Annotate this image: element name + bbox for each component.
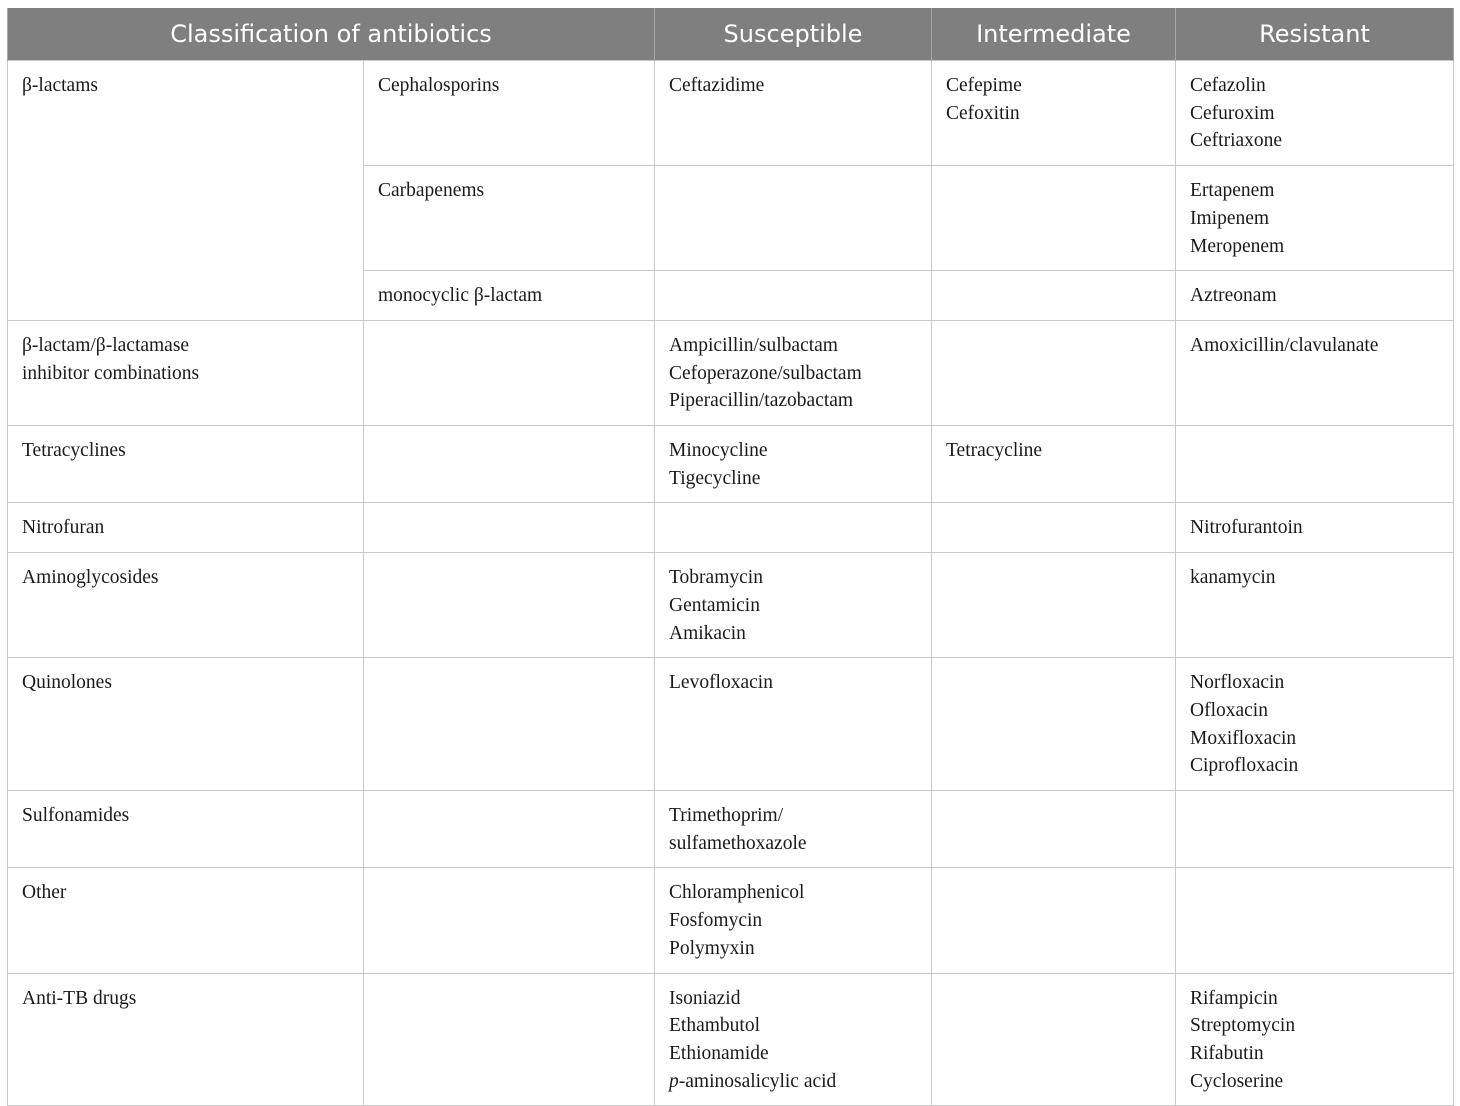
subclass-cell	[364, 320, 655, 425]
subclass-cell	[364, 553, 655, 658]
drug-name: Streptomycin	[1190, 1015, 1296, 1037]
intermediate-cell	[932, 791, 1176, 868]
drug-name-rest: -aminosalicylic acid	[678, 1070, 837, 1092]
class-cell	[8, 973, 364, 1106]
susceptible-cell	[655, 61, 932, 166]
drug-name: Cefoperazone/sulbactam	[669, 362, 862, 384]
subclass-cell	[364, 503, 655, 553]
drug-name: Tobramycin	[669, 567, 763, 589]
table-row	[8, 791, 1454, 868]
class-cell	[8, 553, 364, 658]
class-label: Nitrofuran	[22, 517, 105, 539]
class-cell	[8, 791, 364, 868]
intermediate-cell	[932, 320, 1176, 425]
subclass-cell	[364, 271, 655, 321]
drug-name: Ceftriaxone	[1190, 130, 1283, 152]
header-row	[8, 8, 1454, 61]
class-cell	[8, 61, 364, 321]
resistant-cell	[1176, 271, 1454, 321]
intermediate-cell	[932, 61, 1176, 166]
class-cell	[8, 658, 364, 791]
drug-name: Amoxicillin/clavulanate	[1190, 334, 1379, 356]
subclass-cell	[364, 61, 655, 166]
class-cell	[8, 426, 364, 503]
drug-name: sulfamethoxazole	[669, 832, 807, 854]
drug-name: Cefoxitin	[946, 102, 1020, 124]
resistant-cell	[1176, 320, 1454, 425]
drug-name: Ofloxacin	[1190, 699, 1268, 721]
resistant-cell	[1176, 503, 1454, 553]
table-row	[8, 658, 1454, 791]
susceptible-cell	[655, 320, 932, 425]
susceptible-cell	[655, 166, 932, 271]
drug-name: Tetracycline	[946, 440, 1043, 462]
class-label: Aminoglycosides	[22, 567, 159, 589]
drug-name	[669, 1068, 917, 1096]
table-row	[8, 973, 1454, 1106]
resistant-cell	[1176, 61, 1454, 166]
table-row	[8, 868, 1454, 973]
class-label: Tetracyclines	[22, 440, 126, 462]
drug-name: Tigecycline	[669, 467, 761, 489]
resistant-cell	[1176, 791, 1454, 868]
drug-name: Isoniazid	[669, 987, 741, 1009]
drug-name: Chloramphenicol	[669, 882, 805, 904]
drug-name: Gentamicin	[669, 594, 760, 616]
resistant-cell	[1176, 868, 1454, 973]
class-label: Other	[22, 882, 67, 904]
class-cell	[8, 503, 364, 553]
drug-name: Cefazolin	[1190, 75, 1266, 96]
drug-name: Rifabutin	[1190, 1042, 1264, 1064]
drug-name: Cycloserine	[1190, 1070, 1284, 1092]
resistant-cell	[1176, 973, 1454, 1106]
subclass-cell	[364, 791, 655, 868]
susceptible-cell	[655, 553, 932, 658]
intermediate-cell	[932, 271, 1176, 321]
susceptible-cell	[655, 973, 932, 1106]
table-row	[8, 61, 1454, 166]
resistant-cell	[1176, 426, 1454, 503]
subclass-label: Carbapenems	[378, 180, 485, 202]
intermediate-cell	[932, 973, 1176, 1106]
table-row	[8, 426, 1454, 503]
resistant-cell	[1176, 553, 1454, 658]
subclass-cell	[364, 868, 655, 973]
intermediate-cell	[932, 553, 1176, 658]
drug-name: Imipenem	[1190, 207, 1270, 229]
susceptible-cell	[655, 503, 932, 553]
italic-prefix: p	[669, 1070, 679, 1092]
class-label: Anti-TB drugs	[22, 987, 137, 1009]
class-label: Sulfonamides	[22, 805, 130, 827]
drug-name: Levofloxacin	[669, 672, 773, 694]
susceptible-cell	[655, 426, 932, 503]
drug-name: Ertapenem	[1190, 180, 1275, 202]
susceptible-cell	[655, 868, 932, 973]
drug-name: Minocycline	[669, 440, 768, 462]
drug-name: Ciprofloxacin	[1190, 755, 1299, 777]
intermediate-cell	[932, 503, 1176, 553]
class-label: Quinolones	[22, 672, 112, 694]
table-row	[8, 320, 1454, 425]
drug-name: Meropenem	[1190, 235, 1285, 257]
class-cell	[8, 320, 364, 425]
intermediate-cell	[932, 868, 1176, 973]
table-row	[8, 503, 1454, 553]
drug-name: Piperacillin/tazobactam	[669, 390, 854, 412]
intermediate-cell	[932, 166, 1176, 271]
class-label: β-lactams	[22, 75, 98, 96]
drug-name: Norfloxacin	[1190, 672, 1285, 694]
drug-name: Rifampicin	[1190, 987, 1278, 1009]
subclass-cell	[364, 426, 655, 503]
susceptible-cell	[655, 791, 932, 868]
drug-name: Ethionamide	[669, 1042, 769, 1064]
drug-name: Fosfomycin	[669, 910, 763, 932]
subclass-label: Cephalosporins	[378, 75, 500, 96]
drug-name: Polymyxin	[669, 937, 755, 959]
drug-name: Cefuroxim	[1190, 102, 1275, 124]
table-row	[8, 553, 1454, 658]
subclass-label: monocyclic β-lactam	[378, 285, 543, 307]
drug-name: Aztreonam	[1190, 285, 1277, 307]
drug-name: Cefepime	[946, 75, 1022, 96]
drug-name: Trimethoprim/	[669, 805, 784, 827]
drug-name: Amikacin	[669, 622, 746, 644]
subclass-cell	[364, 658, 655, 791]
subclass-cell	[364, 973, 655, 1106]
drug-name: kanamycin	[1190, 567, 1276, 589]
header-intermediate: Intermediate	[932, 8, 1176, 61]
header-susceptible: Susceptible	[655, 8, 932, 61]
class-cell	[8, 868, 364, 973]
class-label: β-lactam/β-lactamase	[22, 334, 190, 356]
antibiotic-susceptibility-table	[7, 8, 1454, 1106]
susceptible-cell	[655, 658, 932, 791]
intermediate-cell	[932, 426, 1176, 503]
resistant-cell	[1176, 658, 1454, 791]
header-classification: Classification of antibiotics	[8, 8, 655, 61]
class-label: inhibitor combinations	[22, 362, 200, 384]
drug-name: Nitrofurantoin	[1190, 517, 1303, 539]
intermediate-cell	[932, 658, 1176, 791]
susceptible-cell	[655, 271, 932, 321]
header-resistant: Resistant	[1176, 8, 1454, 61]
drug-name: Ethambutol	[669, 1015, 760, 1037]
subclass-cell	[364, 166, 655, 271]
resistant-cell	[1176, 166, 1454, 271]
drug-name: Ceftazidime	[669, 75, 765, 96]
drug-name: Ampicillin/sulbactam	[669, 334, 838, 356]
drug-name: Moxifloxacin	[1190, 727, 1297, 749]
